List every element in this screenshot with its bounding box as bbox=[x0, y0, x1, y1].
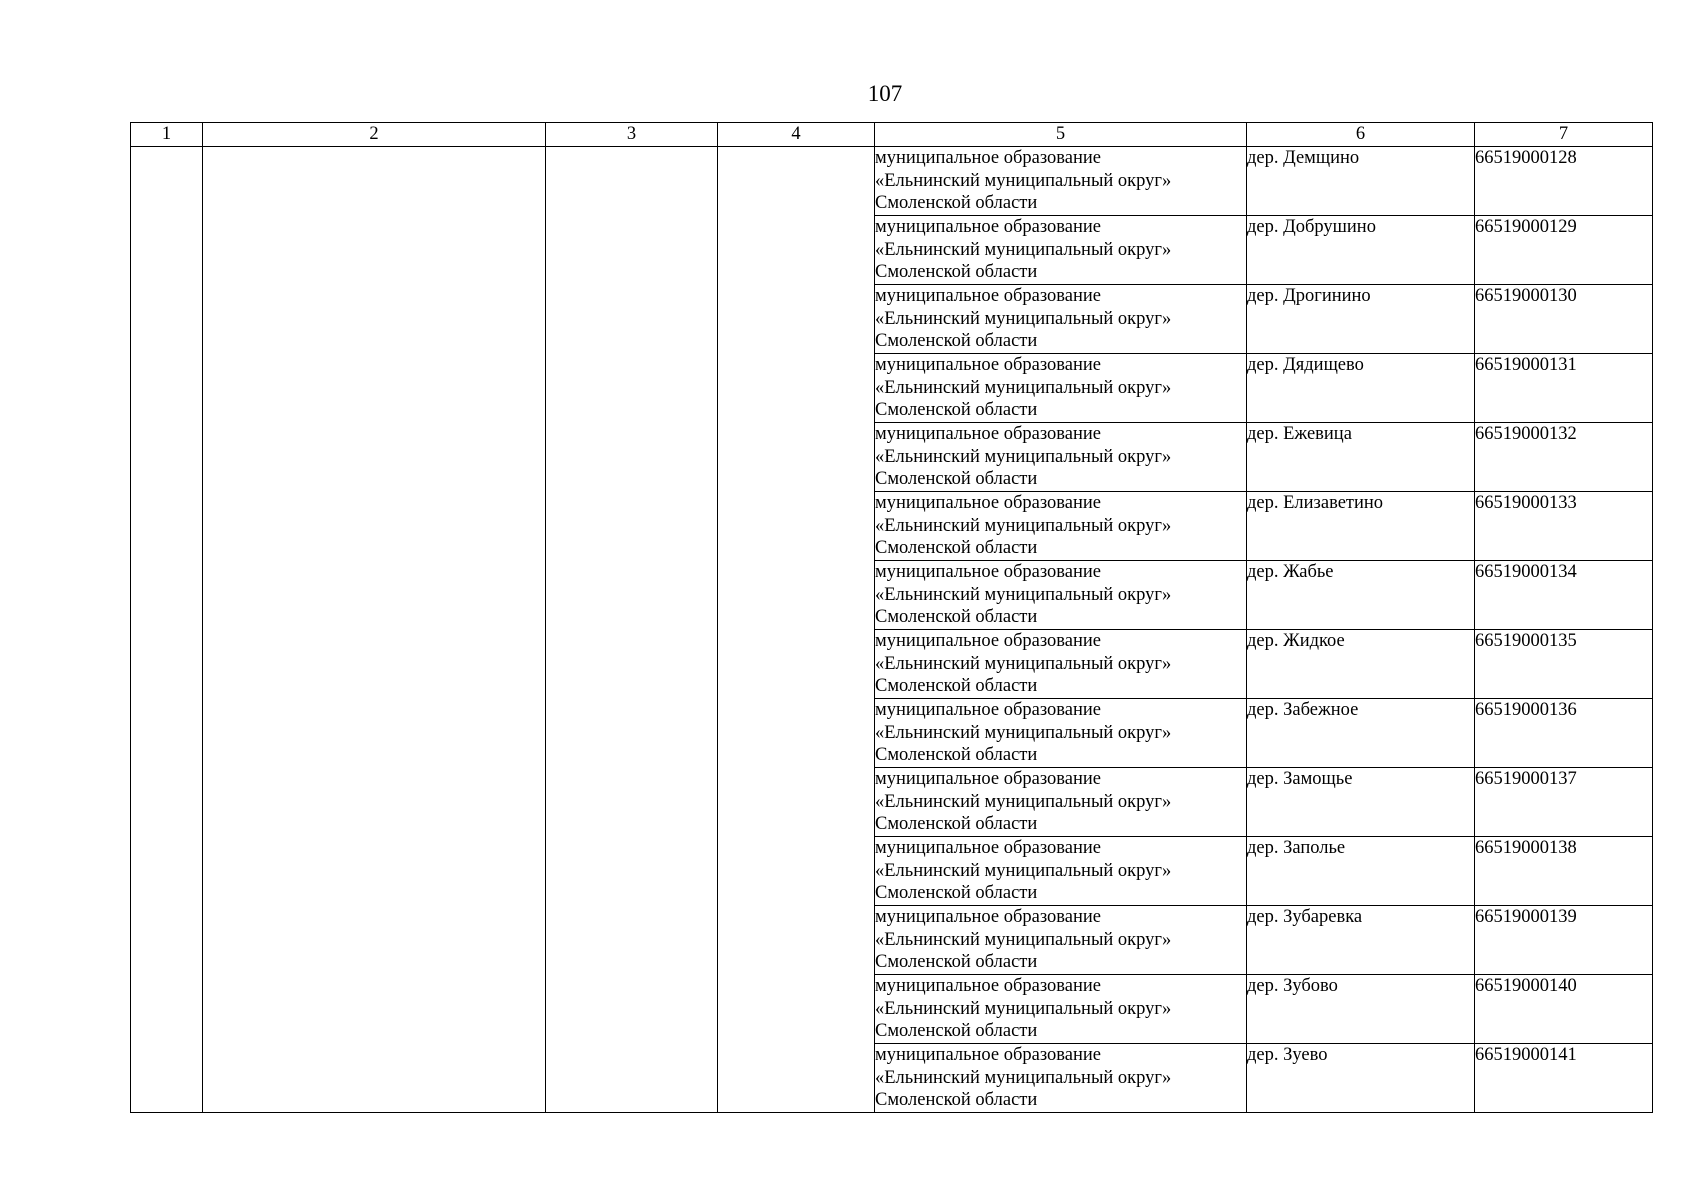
code-cell: 66519000135 bbox=[1475, 630, 1653, 699]
settlement-cell: дер. Зуево bbox=[1247, 1044, 1475, 1113]
municipality-line: муниципальное образование bbox=[875, 217, 1102, 237]
settlement-cell: дер. Жидкое bbox=[1247, 630, 1475, 699]
municipality-line: муниципальное образование bbox=[875, 424, 1102, 444]
municipality-line: Смоленской области bbox=[875, 193, 1038, 213]
municipality-line: Смоленской области bbox=[875, 883, 1038, 903]
municipality-line: «Ельнинский муниципальный округ» bbox=[875, 791, 1172, 812]
page-number: 107 bbox=[867, 81, 903, 106]
code-cell: 66519000130 bbox=[1475, 285, 1653, 354]
column-header-3: 3 bbox=[546, 123, 718, 147]
settlement-cell: дер. Дрогинино bbox=[1247, 285, 1475, 354]
municipality-line: «Ельнинский муниципальный округ» bbox=[875, 308, 1172, 329]
municipality-line: «Ельнинский муниципальный округ» bbox=[875, 1067, 1172, 1088]
municipality-line: Смоленской области bbox=[875, 400, 1038, 420]
code-cell: 66519000134 bbox=[1475, 561, 1653, 630]
municipality-line: муниципальное образование bbox=[875, 769, 1102, 789]
municipality-line: Смоленской области bbox=[875, 1090, 1038, 1110]
code-cell: 66519000137 bbox=[1475, 768, 1653, 837]
municipality-line: Смоленской области bbox=[875, 676, 1038, 696]
settlement-cell: дер. Демщино bbox=[1247, 147, 1475, 216]
municipality-cell bbox=[875, 699, 1247, 768]
municipality-line: «Ельнинский муниципальный округ» bbox=[875, 929, 1172, 950]
municipality-cell bbox=[875, 630, 1247, 699]
municipality-line: «Ельнинский муниципальный округ» bbox=[875, 377, 1172, 398]
settlement-cell: дер. Жабье bbox=[1247, 561, 1475, 630]
municipality-line: «Ельнинский муниципальный округ» bbox=[875, 860, 1172, 881]
table-row bbox=[131, 147, 1653, 216]
municipality-line: «Ельнинский муниципальный округ» bbox=[875, 584, 1172, 605]
municipality-line: «Ельнинский муниципальный округ» bbox=[875, 515, 1172, 536]
municipality-line: «Ельнинский муниципальный округ» bbox=[875, 446, 1172, 467]
municipality-line: муниципальное образование bbox=[875, 1045, 1102, 1065]
column-header-6: 6 bbox=[1247, 123, 1475, 147]
municipality-line: Смоленской области bbox=[875, 607, 1038, 627]
col-4-cell bbox=[718, 147, 875, 1113]
column-header-4: 4 bbox=[718, 123, 875, 147]
settlement-cell: дер. Замощье bbox=[1247, 768, 1475, 837]
municipality-line: Смоленской области bbox=[875, 331, 1038, 351]
municipality-line: Смоленской области bbox=[875, 262, 1038, 282]
col-1-cell bbox=[131, 147, 203, 1113]
municipality-line: муниципальное образование bbox=[875, 286, 1102, 306]
municipality-cell bbox=[875, 975, 1247, 1044]
column-header-2: 2 bbox=[203, 123, 546, 147]
municipality-cell bbox=[875, 1044, 1247, 1113]
column-number-row bbox=[131, 123, 1653, 147]
municipality-cell bbox=[875, 354, 1247, 423]
document-table bbox=[130, 122, 1653, 1113]
col-2-cell bbox=[203, 147, 546, 1113]
settlement-cell: дер. Елизаветино bbox=[1247, 492, 1475, 561]
municipality-line: «Ельнинский муниципальный округ» bbox=[875, 998, 1172, 1019]
code-cell: 66519000129 bbox=[1475, 216, 1653, 285]
settlement-cell: дер. Добрушино bbox=[1247, 216, 1475, 285]
municipality-line: «Ельнинский муниципальный округ» bbox=[875, 722, 1172, 743]
municipality-line: Смоленской области bbox=[875, 814, 1038, 834]
code-cell: 66519000132 bbox=[1475, 423, 1653, 492]
municipality-line: «Ельнинский муниципальный округ» bbox=[875, 653, 1172, 674]
municipality-line: Смоленской области bbox=[875, 745, 1038, 765]
municipality-cell bbox=[875, 285, 1247, 354]
municipality-cell bbox=[875, 216, 1247, 285]
settlement-cell: дер. Забежное bbox=[1247, 699, 1475, 768]
table-body bbox=[131, 147, 1653, 1113]
municipality-cell bbox=[875, 837, 1247, 906]
municipality-line: муниципальное образование bbox=[875, 355, 1102, 375]
municipality-line: Смоленской области bbox=[875, 952, 1038, 972]
settlement-cell: дер. Зубово bbox=[1247, 975, 1475, 1044]
column-header-7: 7 bbox=[1475, 123, 1653, 147]
municipality-line: муниципальное образование bbox=[875, 562, 1102, 582]
municipality-cell bbox=[875, 906, 1247, 975]
col-3-cell bbox=[546, 147, 718, 1113]
municipality-line: муниципальное образование bbox=[875, 493, 1102, 513]
municipality-line: муниципальное образование bbox=[875, 838, 1102, 858]
municipality-line: муниципальное образование bbox=[875, 148, 1102, 168]
municipality-line: «Ельнинский муниципальный округ» bbox=[875, 170, 1172, 191]
code-cell: 66519000140 bbox=[1475, 975, 1653, 1044]
code-cell: 66519000131 bbox=[1475, 354, 1653, 423]
settlement-cell: дер. Дядищево bbox=[1247, 354, 1475, 423]
municipality-line: муниципальное образование bbox=[875, 631, 1102, 651]
municipality-cell bbox=[875, 147, 1247, 216]
municipality-cell bbox=[875, 561, 1247, 630]
municipality-line: муниципальное образование bbox=[875, 700, 1102, 720]
municipality-line: Смоленской области bbox=[875, 1021, 1038, 1041]
settlement-cell: дер. Зубаревка bbox=[1247, 906, 1475, 975]
municipality-line: муниципальное образование bbox=[875, 976, 1102, 996]
municipality-cell bbox=[875, 423, 1247, 492]
municipality-line: «Ельнинский муниципальный округ» bbox=[875, 239, 1172, 260]
municipality-line: Смоленской области bbox=[875, 469, 1038, 489]
column-header-5: 5 bbox=[875, 123, 1247, 147]
code-cell: 66519000136 bbox=[1475, 699, 1653, 768]
code-cell: 66519000138 bbox=[1475, 837, 1653, 906]
column-header-1: 1 bbox=[131, 123, 203, 147]
code-cell: 66519000128 bbox=[1475, 147, 1653, 216]
settlement-cell: дер. Заполье bbox=[1247, 837, 1475, 906]
code-cell: 66519000133 bbox=[1475, 492, 1653, 561]
municipality-line: Смоленской области bbox=[875, 538, 1038, 558]
code-cell: 66519000141 bbox=[1475, 1044, 1653, 1113]
code-cell: 66519000139 bbox=[1475, 906, 1653, 975]
municipality-cell bbox=[875, 768, 1247, 837]
municipality-cell bbox=[875, 492, 1247, 561]
municipality-line: муниципальное образование bbox=[875, 907, 1102, 927]
settlement-cell: дер. Ежевица bbox=[1247, 423, 1475, 492]
